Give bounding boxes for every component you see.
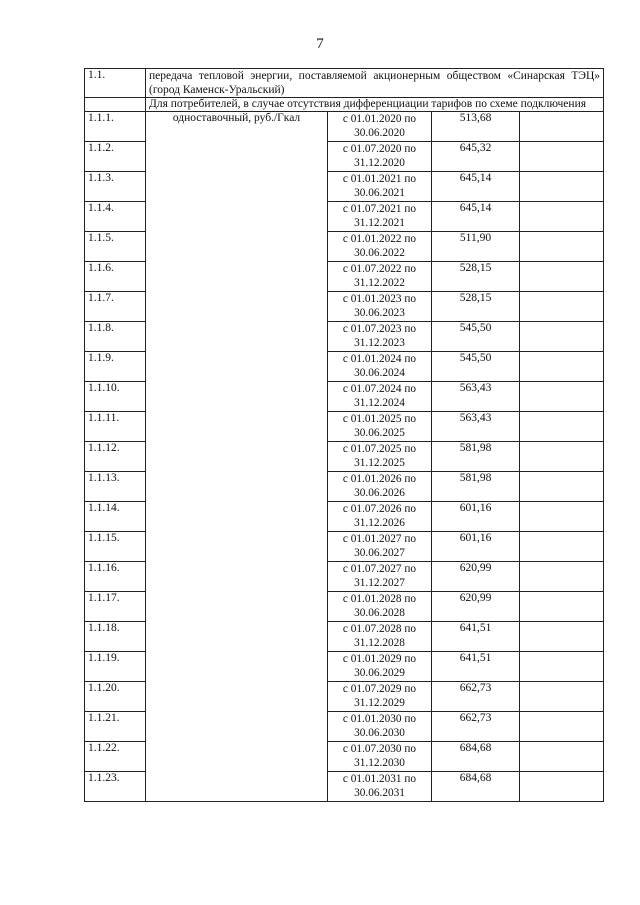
section-description: передача тепловой энергии, поставляемой акционерным обществом «Синарская ТЭЦ» (город Каменск-Уральский) [146,69,604,98]
empty-cell [520,562,604,592]
period-cell [328,352,432,382]
period-from: с 01.01.2025 по [342,413,417,425]
period-cell [328,622,432,652]
empty-cell [520,652,604,682]
tariff-value: 581,98 [432,442,520,472]
empty-cell [520,772,604,802]
period-to: 30.06.2023 [354,307,405,319]
period-cell [328,262,432,292]
row-number: 1.1.16. [85,562,146,592]
period-from: с 01.07.2025 по [342,443,417,455]
empty-cell [520,472,604,502]
period-to: 30.06.2022 [354,247,405,259]
empty-cell [520,352,604,382]
row-number: 1.1.1. [85,112,146,142]
tariff-value: 620,99 [432,562,520,592]
period-from: с 01.07.2021 по [342,203,417,215]
period-to: 31.12.2025 [354,457,405,469]
period-to: 30.06.2024 [354,367,405,379]
period-to: 30.06.2025 [354,427,405,439]
row-number: 1.1.10. [85,382,146,412]
period-from: с 01.01.2027 по [342,533,417,545]
period-from: с 01.01.2026 по [342,473,417,485]
period-cell [328,562,432,592]
section-number: 1.1. [85,69,146,98]
period-to: 30.06.2029 [354,667,405,679]
tariff-value: 563,43 [432,412,520,442]
period-cell [328,682,432,712]
period-to: 31.12.2024 [354,397,405,409]
tariff-value: 641,51 [432,622,520,652]
period-from: с 01.01.2022 по [342,233,417,245]
empty-cell [520,742,604,772]
table-row [85,112,604,142]
period-from: с 01.07.2020 по [342,143,417,155]
period-cell [328,292,432,322]
period-cell [328,412,432,442]
period-cell [328,502,432,532]
tariff-type: одноставочный, руб./Гкал [146,112,328,802]
empty-cell [520,232,604,262]
empty-cell [520,112,604,142]
tariff-value: 563,43 [432,382,520,412]
empty-cell [520,592,604,622]
consumer-note-row [85,98,604,112]
row-number: 1.1.13. [85,472,146,502]
period-from: с 01.01.2029 по [342,653,417,665]
tariff-value: 601,16 [432,502,520,532]
period-to: 31.12.2022 [354,277,405,289]
empty-cell [520,622,604,652]
period-to: 31.12.2026 [354,517,405,529]
row-number: 1.1.12. [85,442,146,472]
period-cell [328,112,432,142]
period-cell [328,742,432,772]
period-from: с 01.07.2022 по [342,263,417,275]
period-from: с 01.07.2028 по [342,623,417,635]
period-from: с 01.07.2023 по [342,323,417,335]
row-number: 1.1.18. [85,622,146,652]
period-cell [328,172,432,202]
period-from: с 01.01.2031 по [342,773,417,785]
row-number: 1.1.4. [85,202,146,232]
consumer-note: Для потребителей, в случае отсутствия дифференциации тарифов по схеме подключения [146,98,604,112]
period-to: 30.06.2031 [354,787,405,799]
period-to: 30.06.2021 [354,187,405,199]
empty-cell [520,712,604,742]
period-from: с 01.01.2024 по [342,353,417,365]
empty-cell [520,412,604,442]
empty-cell [520,322,604,352]
row-number: 1.1.22. [85,742,146,772]
section-header-row [85,69,604,98]
tariff-table [84,68,604,802]
period-from: с 01.01.2030 по [342,713,417,725]
period-to: 31.12.2020 [354,157,405,169]
tariff-value: 645,14 [432,172,520,202]
page-number: 7 [316,36,324,52]
tariff-value: 662,73 [432,712,520,742]
period-to: 31.12.2029 [354,697,405,709]
row-number: 1.1.17. [85,592,146,622]
row-number: 1.1.15. [85,532,146,562]
row-number: 1.1.2. [85,142,146,172]
tariff-value: 641,51 [432,652,520,682]
row-number: 1.1.9. [85,352,146,382]
period-from: с 01.07.2030 по [342,743,417,755]
period-cell [328,142,432,172]
tariff-value: 528,15 [432,292,520,322]
period-from: с 01.07.2029 по [342,683,417,695]
empty-cell [520,142,604,172]
period-to: 31.12.2021 [354,217,405,229]
period-cell [328,322,432,352]
row-number: 1.1.7. [85,292,146,322]
tariff-value: 601,16 [432,532,520,562]
period-to: 31.12.2028 [354,637,405,649]
empty-cell [520,172,604,202]
row-number: 1.1.21. [85,712,146,742]
empty-cell [520,502,604,532]
empty-cell [520,442,604,472]
period-cell [328,532,432,562]
period-from: с 01.01.2023 по [342,293,417,305]
period-from: с 01.01.2020 по [342,113,417,125]
period-to: 30.06.2026 [354,487,405,499]
tariff-table-body [85,69,604,802]
tariff-value: 581,98 [432,472,520,502]
period-cell [328,772,432,802]
period-to: 31.12.2023 [354,337,405,349]
period-from: с 01.07.2024 по [342,383,417,395]
period-cell [328,472,432,502]
row-number: 1.1.20. [85,682,146,712]
row-number: 1.1.3. [85,172,146,202]
period-to: 31.12.2030 [354,757,405,769]
period-to: 30.06.2030 [354,727,405,739]
period-to: 31.12.2027 [354,577,405,589]
row-number: 1.1.8. [85,322,146,352]
period-from: с 01.01.2028 по [342,593,417,605]
consumer-note-blank [85,98,146,112]
period-cell [328,712,432,742]
period-to: 30.06.2028 [354,607,405,619]
tariff-value: 545,50 [432,352,520,382]
empty-cell [520,532,604,562]
row-number: 1.1.11. [85,412,146,442]
period-to: 30.06.2020 [354,127,405,139]
row-number: 1.1.6. [85,262,146,292]
row-number: 1.1.19. [85,652,146,682]
tariff-value: 645,32 [432,142,520,172]
period-to: 30.06.2027 [354,547,405,559]
tariff-value: 662,73 [432,682,520,712]
tariff-value: 513,68 [432,112,520,142]
empty-cell [520,382,604,412]
period-cell [328,442,432,472]
tariff-value: 684,68 [432,742,520,772]
period-from: с 01.01.2021 по [342,173,417,185]
period-cell [328,232,432,262]
empty-cell [520,262,604,292]
row-number: 1.1.5. [85,232,146,262]
empty-cell [520,682,604,712]
empty-cell [520,202,604,232]
tariff-value: 528,15 [432,262,520,292]
tariff-value: 545,50 [432,322,520,352]
empty-cell [520,292,604,322]
tariff-value: 645,14 [432,202,520,232]
row-number: 1.1.23. [85,772,146,802]
tariff-value: 620,99 [432,592,520,622]
row-number: 1.1.14. [85,502,146,532]
period-cell [328,202,432,232]
tariff-value: 511,90 [432,232,520,262]
period-cell [328,592,432,622]
period-cell [328,382,432,412]
period-from: с 01.07.2026 по [342,503,417,515]
period-from: с 01.07.2027 по [342,563,417,575]
period-cell [328,652,432,682]
tariff-value: 684,68 [432,772,520,802]
